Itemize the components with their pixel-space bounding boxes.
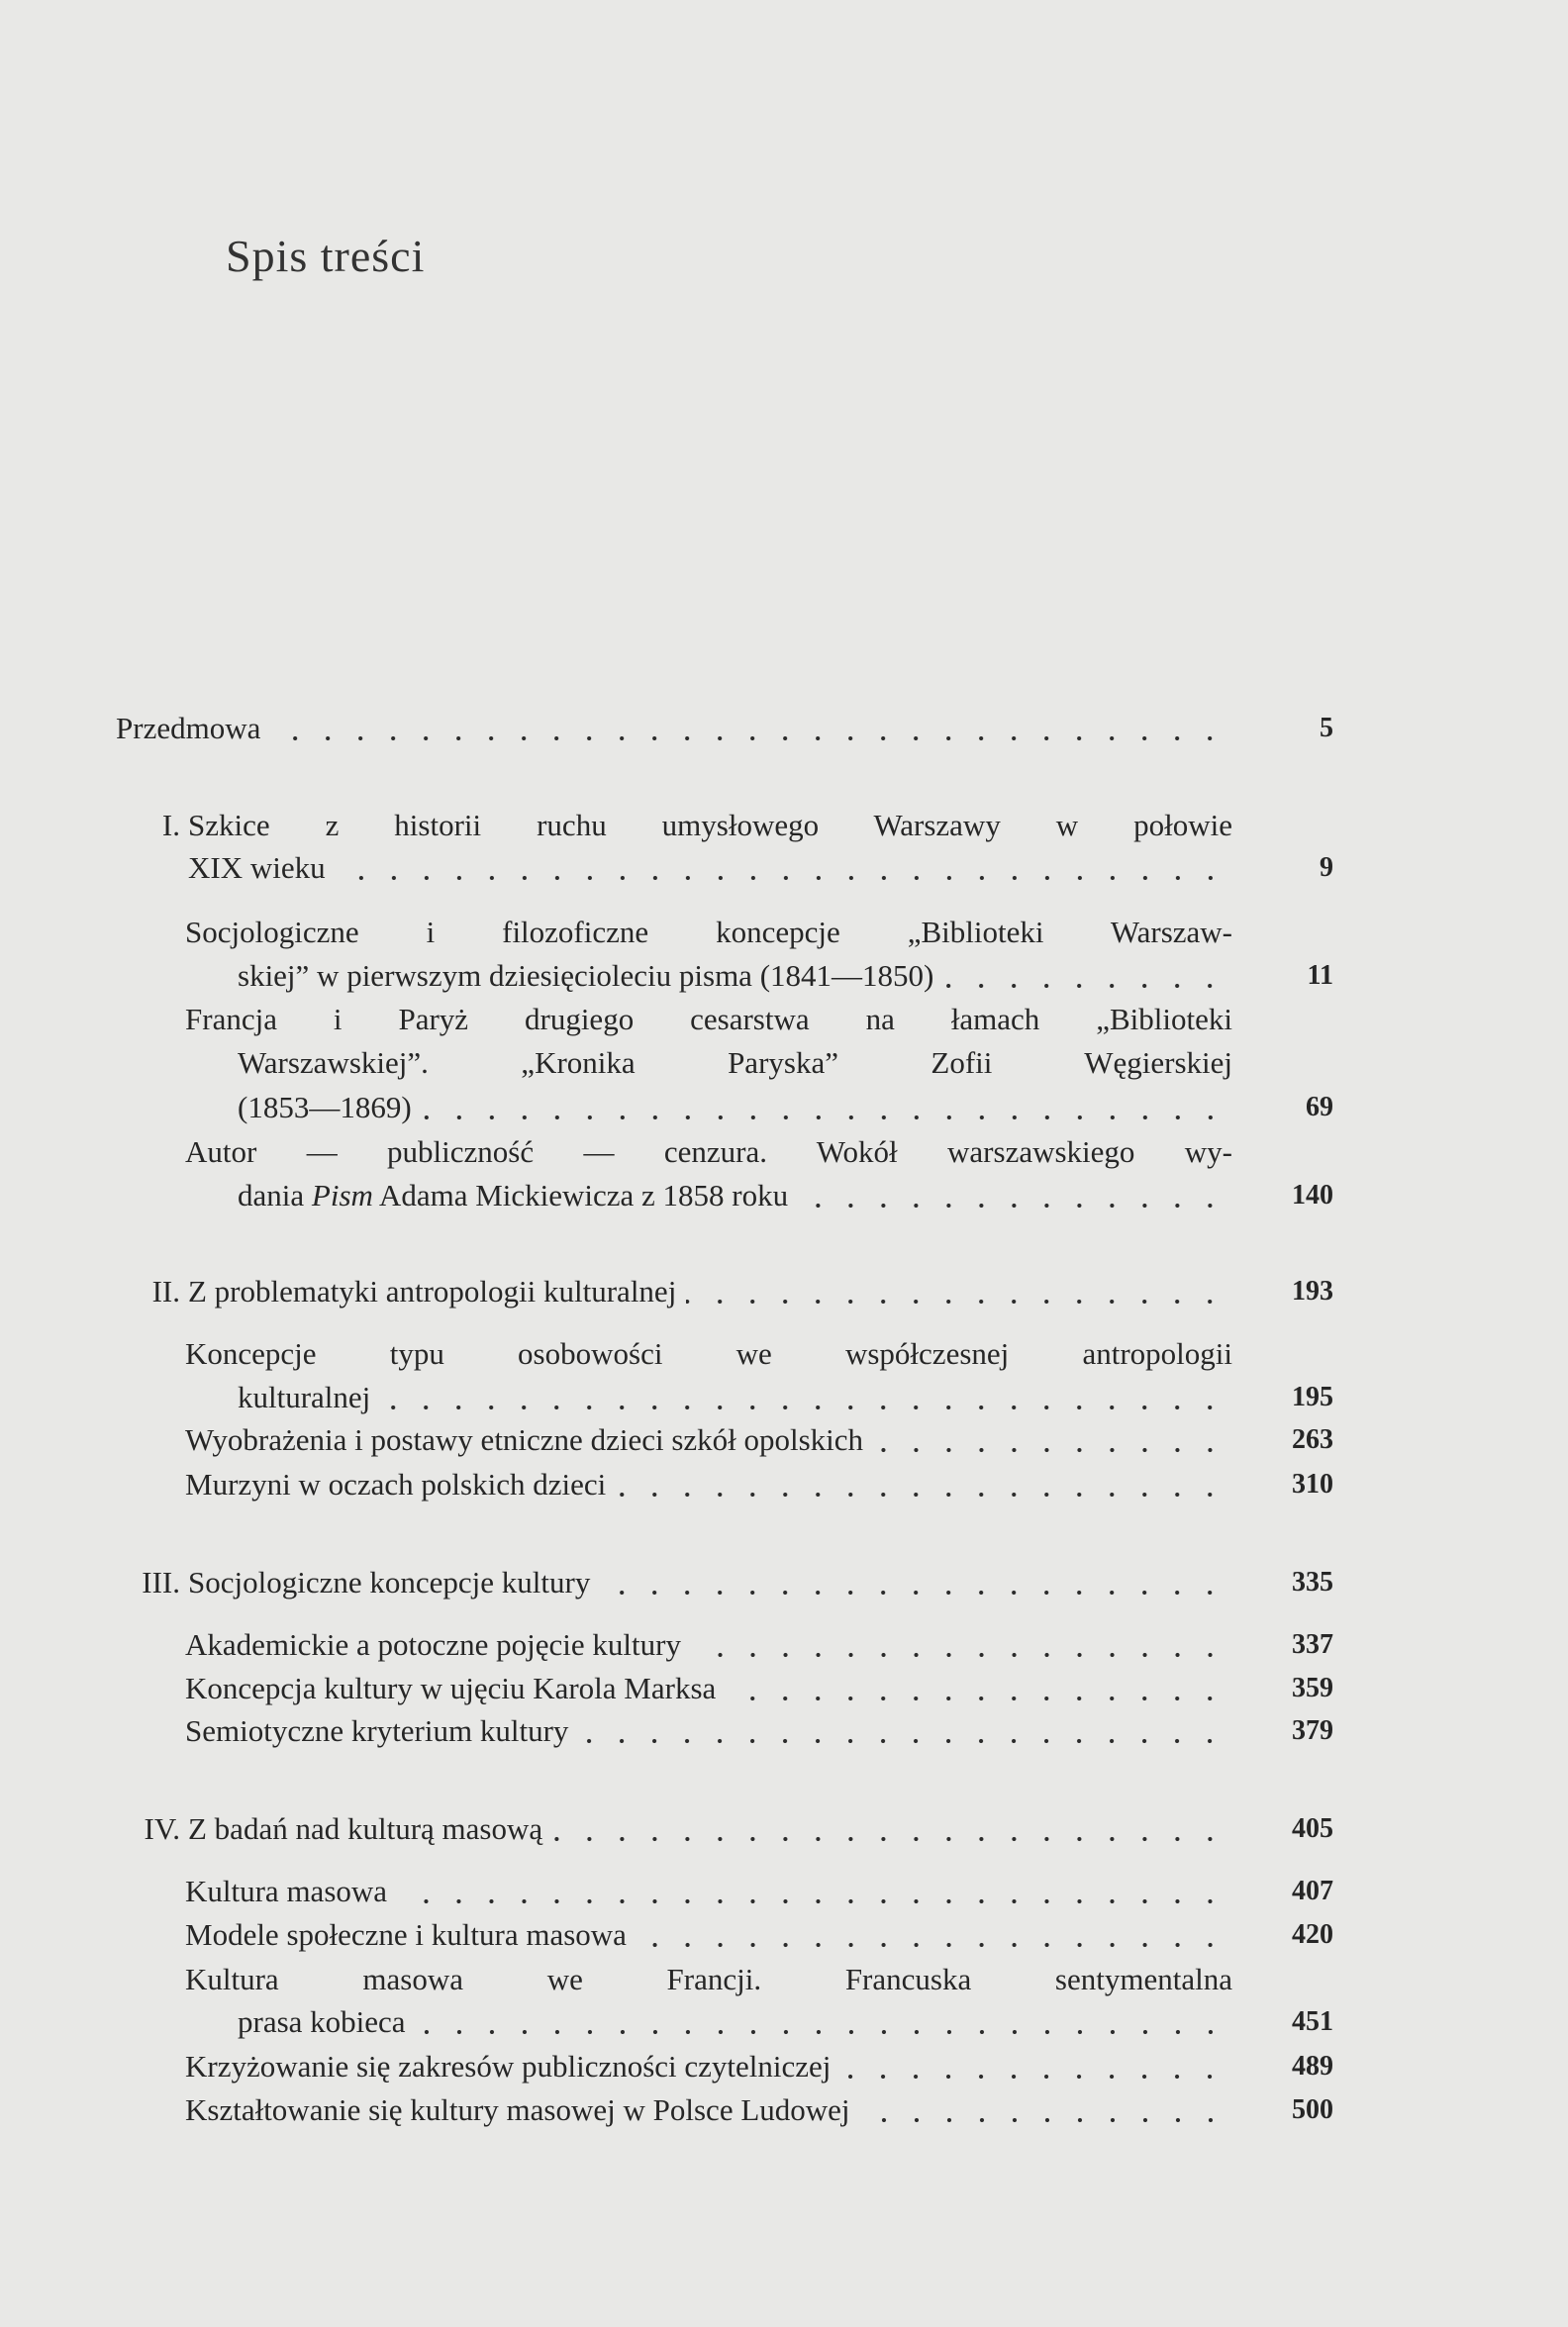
entry-title: [238, 1174, 788, 1217]
toc-chapter-2: [151, 1270, 1333, 1313]
entry-title: Autor — publiczność — cenzura. Wokół warszawskiego wy-: [185, 1134, 1232, 1169]
dot-leader: [616, 1463, 1226, 1506]
entry-title: Socjologiczne koncepcje kultury: [188, 1565, 591, 1600]
dot-leader: [637, 1913, 1226, 1957]
page-number: 379: [1292, 1715, 1333, 1746]
page-number: 5: [1320, 713, 1333, 743]
toc-section-cont: [238, 954, 1333, 998]
entry-title: Kultura masowa: [185, 1874, 388, 1908]
page-title: Spis treści: [226, 231, 426, 281]
toc-entry-preface: [116, 707, 1333, 750]
toc-section-cont: [238, 1174, 1333, 1217]
entry-title: Wyobrażenia i postawy etniczne dzieci szkół opolskich: [185, 1422, 864, 1457]
page-number: 451: [1292, 2006, 1333, 2037]
entry-title: Modele społeczne i kultura masowa: [185, 1917, 627, 1952]
toc-section: [185, 2088, 1333, 2132]
toc-section-cont: [238, 2000, 1333, 2044]
entry-title: Semiotyczne kryterium kultury: [185, 1713, 569, 1748]
dot-leader: [397, 1870, 1226, 1913]
dot-leader: [726, 1667, 1226, 1710]
dot-leader: [943, 954, 1226, 998]
dot-leader: [270, 707, 1226, 750]
entry-title: Warszawskiej”. „Kronika Paryska” Zofii Węgierskiej: [238, 1045, 1232, 1080]
dot-leader: [691, 1623, 1226, 1667]
toc-section-cont: [238, 1086, 1333, 1129]
title-italic: Pism: [311, 1178, 373, 1212]
toc-section: [185, 1870, 1333, 1913]
page-number: 69: [1306, 1092, 1333, 1122]
chapter-numeral: IV.: [144, 1811, 180, 1846]
dot-leader: [578, 1709, 1226, 1753]
entry-title: (1853—1869): [238, 1090, 412, 1124]
toc-section: [185, 2045, 1333, 2088]
title-part: Adama Mickiewicza z 1858 roku: [372, 1178, 789, 1212]
entry-title: skiej” w pierwszym dziesięcioleciu pisma (1841—1850): [238, 958, 934, 993]
chapter-numeral: II.: [151, 1274, 180, 1309]
page-number: 140: [1292, 1180, 1333, 1211]
dot-leader: [416, 2000, 1226, 2044]
page-number: 420: [1292, 1919, 1333, 1950]
chapter-numeral: III.: [142, 1565, 180, 1600]
entry-title: Krzyżowanie się zakresów publiczności czytelniczej: [185, 2049, 832, 2084]
dot-leader: [798, 1174, 1226, 1217]
entry-title: Z problematyki antropologii kulturalnej: [188, 1274, 677, 1309]
toc-section-cont: [238, 1041, 1232, 1085]
toc-section: [185, 1418, 1333, 1462]
toc-section: [185, 1332, 1232, 1376]
toc-section: [185, 1709, 1333, 1753]
toc-section: [185, 998, 1232, 1041]
dot-leader: [686, 1270, 1226, 1313]
dot-leader: [552, 1807, 1226, 1851]
entry-title: XIX wieku: [188, 850, 326, 885]
toc-section: [185, 1958, 1232, 2001]
entry-title: Socjologiczne i filozoficzne koncepcje „Biblioteki Warszaw-: [185, 915, 1232, 949]
entry-title: Koncepcja kultury w ujęciu Karola Marksa: [185, 1671, 717, 1705]
toc-section: [185, 1667, 1333, 1710]
entry-title: Koncepcje typu osobowości we współczesnej antropologii: [185, 1336, 1232, 1371]
page-number: 407: [1292, 1876, 1333, 1906]
page-number: 310: [1292, 1469, 1333, 1500]
dot-leader: [600, 1561, 1226, 1604]
entry-title: Francja i Paryż drugiego cesarstwa na łamach „Biblioteki: [185, 1002, 1232, 1036]
chapter-numeral: I.: [161, 808, 180, 842]
entry-title: Przedmowa: [116, 711, 261, 745]
page-number: 263: [1292, 1424, 1333, 1455]
toc-section: [185, 1130, 1232, 1174]
page-number: 359: [1292, 1673, 1333, 1703]
page-number: 11: [1307, 960, 1333, 991]
entry-title: prasa kobieca: [238, 2004, 406, 2039]
entry-title: Kultura masowa we Francji. Francuska sentymentalna: [185, 1962, 1232, 1996]
page-number: 337: [1292, 1629, 1333, 1660]
entry-title: Szkice z historii ruchu umysłowego Warszawy w połowie: [188, 808, 1232, 842]
page-number: 405: [1292, 1813, 1333, 1844]
entry-title: Kształtowanie się kultury masowej w Polsce Ludowej: [185, 2092, 850, 2127]
page-number: 195: [1292, 1382, 1333, 1412]
page-number: 9: [1320, 852, 1333, 883]
toc-chapter-1-cont: [188, 846, 1333, 890]
dot-leader: [336, 846, 1226, 890]
toc-chapter-3: [142, 1561, 1333, 1604]
entry-title: Akademickie a potoczne pojęcie kultury: [185, 1627, 681, 1662]
dot-leader: [873, 1418, 1226, 1462]
dot-leader: [840, 2045, 1226, 2088]
entry-title: Murzyni w oczach polskich dzieci: [185, 1467, 607, 1502]
toc-chapter-4: [144, 1807, 1333, 1851]
title-part: dania: [238, 1178, 312, 1212]
dot-leader: [422, 1086, 1226, 1129]
toc-section: [185, 911, 1232, 954]
page-number: 489: [1292, 2051, 1333, 2082]
entry-title: kulturalnej: [238, 1380, 371, 1414]
page-number: 335: [1292, 1567, 1333, 1598]
toc-section: [185, 1623, 1333, 1667]
toc-section: [185, 1913, 1333, 1957]
toc-chapter-1: [161, 804, 1232, 847]
toc-section-cont: [238, 1376, 1333, 1419]
toc-section: [185, 1463, 1333, 1506]
entry-title: Z badań nad kulturą masową: [188, 1811, 543, 1846]
page-number: 193: [1292, 1276, 1333, 1307]
dot-leader: [380, 1376, 1226, 1419]
dot-leader: [860, 2088, 1226, 2132]
page-number: 500: [1292, 2094, 1333, 2125]
